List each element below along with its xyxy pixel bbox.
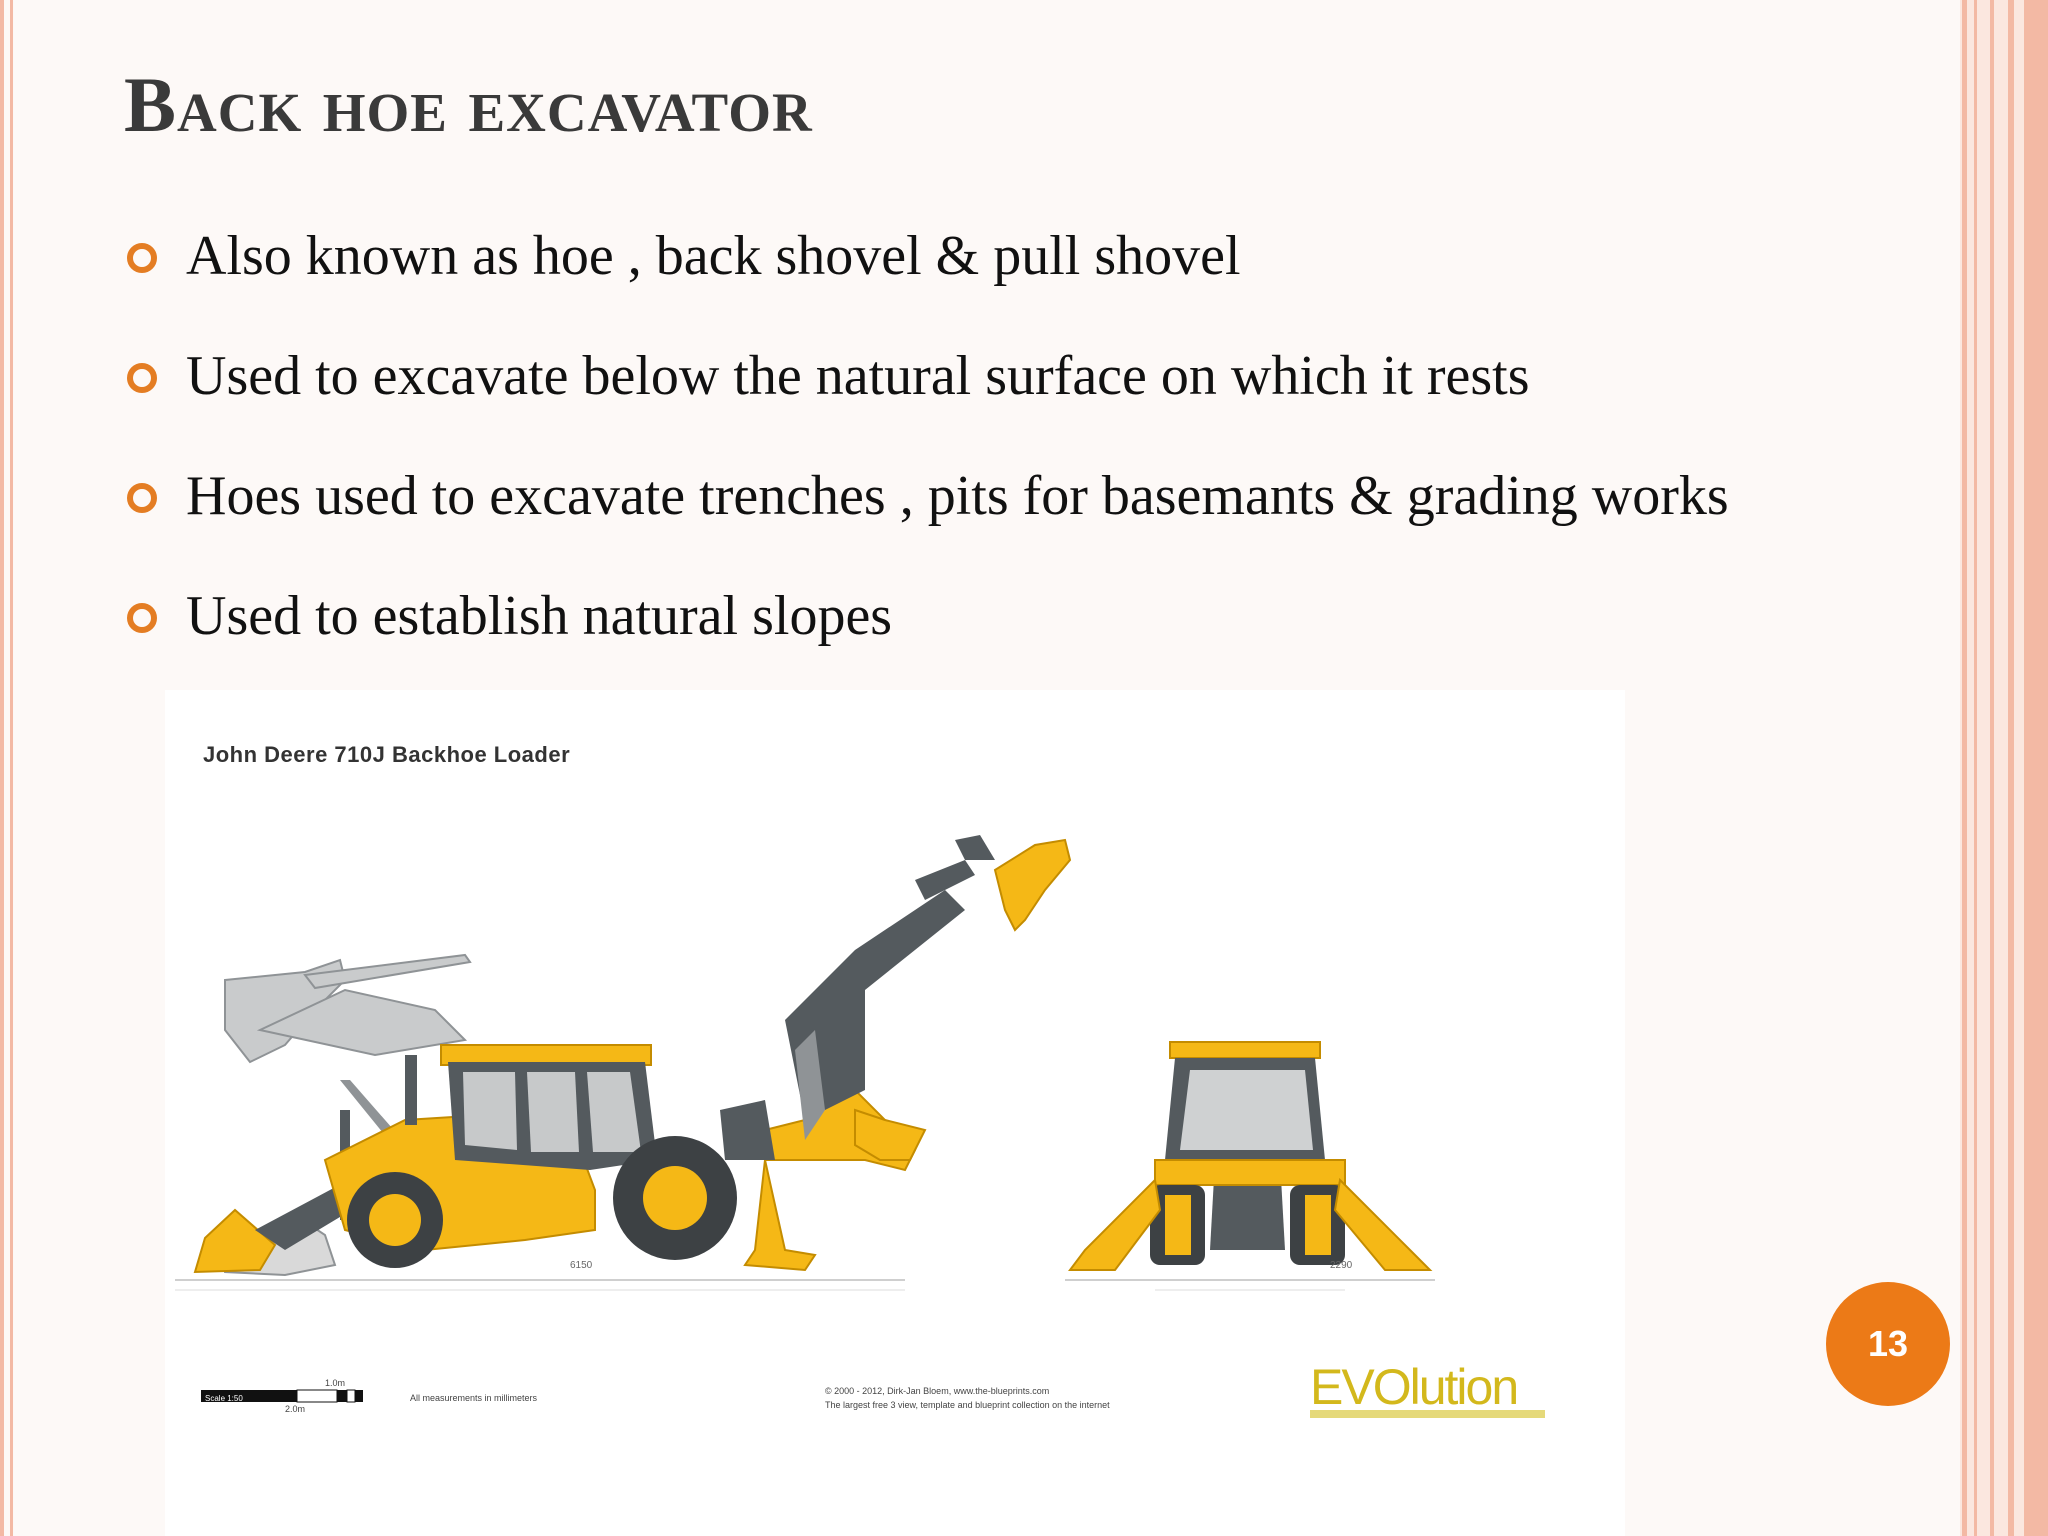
bullet-text: Used to excavate below the natural surface on which it rests — [186, 345, 1530, 407]
circle-bullet-icon — [127, 603, 157, 633]
copyright-line-1: © 2000 - 2012, Dirk-Jan Bloem, www.the-blueprints.com — [825, 1386, 1050, 1396]
rear-view-machine — [1065, 1042, 1435, 1290]
scale-note: All measurements in millimeters — [410, 1393, 538, 1403]
bullet-text: Used to establish natural slopes — [186, 585, 893, 647]
rear-dimension-label: 2290 — [1330, 1260, 1353, 1271]
side-dimension-label: 6150 — [570, 1260, 593, 1271]
backhoe-bucket — [995, 840, 1070, 930]
page-number-badge: 13 — [1826, 1282, 1950, 1406]
right-decorative-band — [1960, 0, 2048, 1536]
circle-bullet-icon — [127, 243, 157, 273]
scale-tick-2: 2.0m — [285, 1404, 306, 1414]
left-border-inner — [10, 0, 13, 1536]
circle-bullet-icon — [127, 483, 157, 513]
front-wheel — [347, 1172, 443, 1268]
bullet-text: Also known as hoe , back shovel & pull shovel — [186, 225, 1241, 287]
bullet-list — [124, 218, 1729, 698]
raised-loader-bucket — [225, 955, 470, 1062]
figure-caption: John Deere 710J Backhoe Loader — [203, 742, 571, 767]
bullet-item — [124, 338, 1729, 458]
circle-bullet-icon — [127, 363, 157, 393]
stabilizer — [745, 1160, 815, 1270]
evolution-logo: EVOlution — [1310, 1359, 1518, 1415]
scale-label: Scale 1:50 — [205, 1394, 243, 1403]
slide-title: Back hoe excavator — [124, 61, 813, 148]
scale-tick-1: 1.0m — [325, 1378, 346, 1388]
backhoe-blueprint-image — [165, 690, 1625, 1536]
copyright-line-2: The largest free 3 view, template and blueprint collection on the internet — [825, 1400, 1110, 1410]
rear-wheel — [613, 1136, 737, 1260]
left-border — [0, 0, 4, 1536]
bullet-text: Hoes used to excavate trenches , pits for basemants & grading works — [186, 465, 1729, 527]
bullet-item — [124, 578, 1729, 698]
bullet-item — [124, 458, 1729, 578]
bullet-item — [124, 218, 1729, 338]
